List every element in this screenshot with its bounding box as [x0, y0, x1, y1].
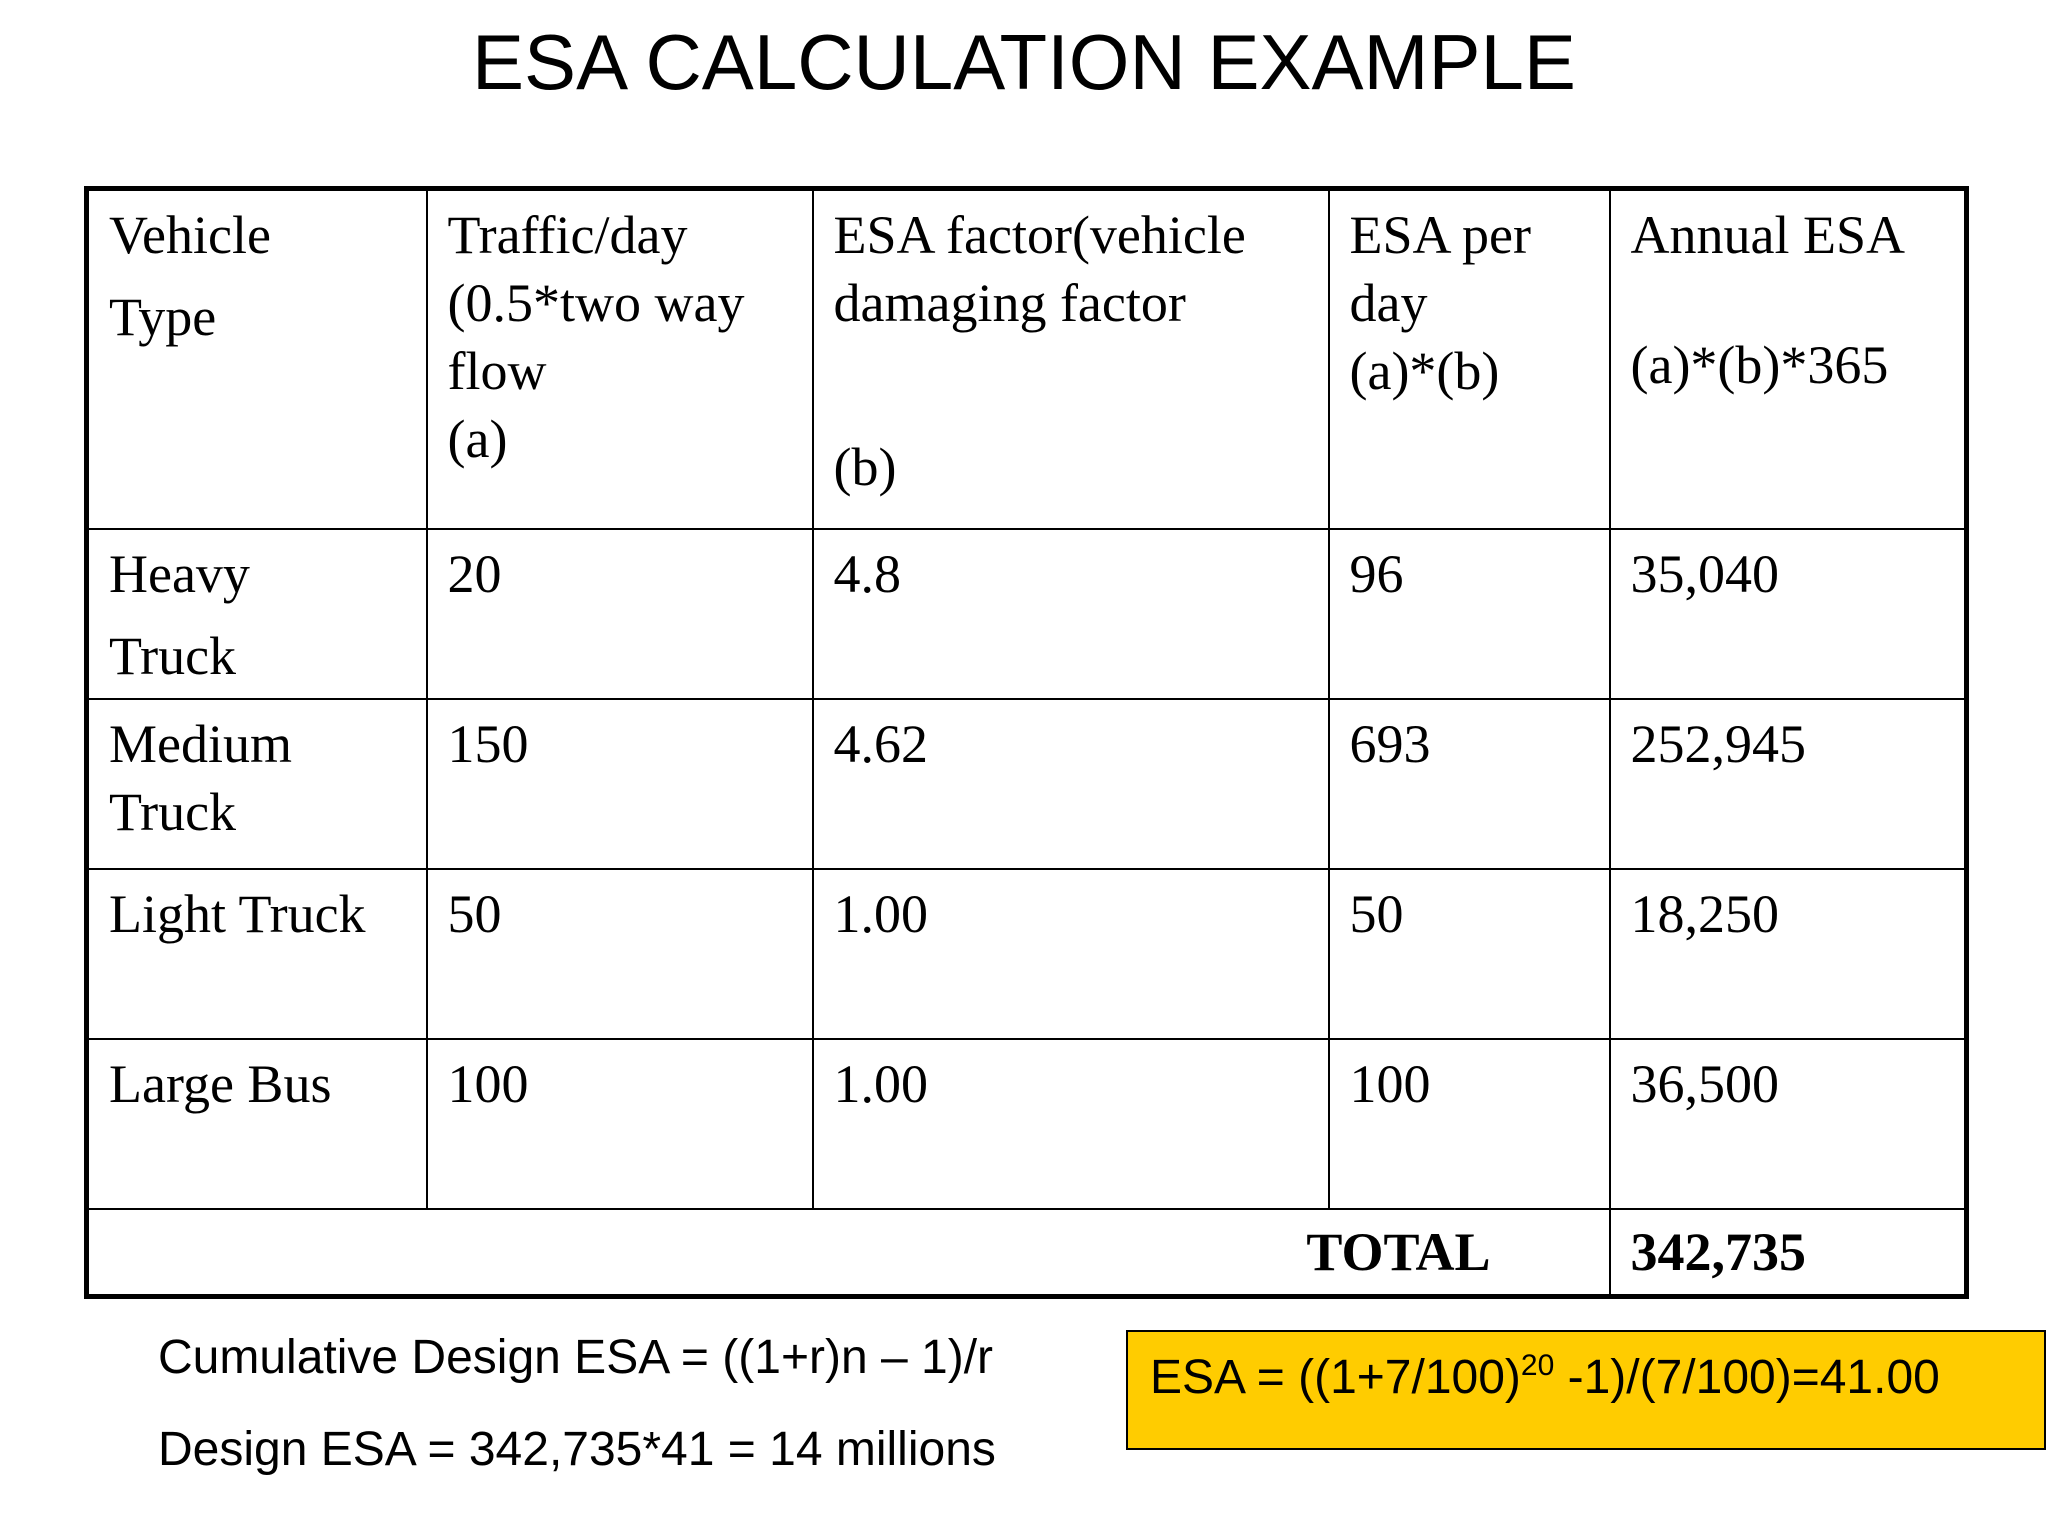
cell-traffic: 50 — [427, 869, 813, 1039]
design-esa-formula: Design ESA = 342,735*41 = 14 millions — [158, 1423, 996, 1476]
esa-calculation-table — [84, 186, 1969, 1299]
cumulative-esa-formula: Cumulative Design ESA = ((1+r)n – 1)/r — [158, 1331, 994, 1384]
esa-box-suffix: -1)/(7/100)=41.00 — [1554, 1351, 1940, 1404]
page-title: ESA CALCULATION EXAMPLE — [472, 18, 1576, 106]
cell-annual-esa: 18,250 — [1610, 869, 1967, 1039]
cell-annual-esa: 36,500 — [1610, 1039, 1967, 1209]
cell-annual-esa: 252,945 — [1610, 699, 1967, 869]
total-value: 342,735 — [1610, 1209, 1967, 1297]
cell-vehicle-type: Light Truck — [87, 869, 427, 1039]
cell-esa-factor: 1.00 — [813, 1039, 1329, 1209]
table-header-row — [87, 189, 1967, 529]
table-row-large-bus — [87, 1039, 1967, 1209]
cell-vehicle-type: Large Bus — [87, 1039, 427, 1209]
cell-esa-per-day: 50 — [1329, 869, 1610, 1039]
cell-esa-per-day: 100 — [1329, 1039, 1610, 1209]
cell-traffic: 20 — [427, 529, 813, 699]
table-row-light-truck — [87, 869, 1967, 1039]
header-esa-factor: ESA factor(vehicle damaging factor (b) — [813, 189, 1329, 529]
cell-esa-per-day: 96 — [1329, 529, 1610, 699]
header-annual-esa: Annual ESA (a)*(b)*365 — [1610, 189, 1967, 529]
cell-traffic: 150 — [427, 699, 813, 869]
cell-vehicle-type: Heavy Truck — [87, 529, 427, 699]
table-row-medium-truck — [87, 699, 1967, 869]
cell-esa-factor: 4.62 — [813, 699, 1329, 869]
header-esa-per-day: ESA per day (a)*(b) — [1329, 189, 1610, 529]
esa-box-prefix: ESA = ((1+7/100) — [1150, 1351, 1521, 1404]
cell-vehicle-type: Medium Truck — [87, 699, 427, 869]
cell-esa-factor: 4.8 — [813, 529, 1329, 699]
header-traffic-per-day: Traffic/day (0.5*two way flow (a) — [427, 189, 813, 529]
esa-box-exponent: 20 — [1520, 1349, 1555, 1382]
table-total-row — [87, 1209, 1967, 1297]
cell-esa-factor: 1.00 — [813, 869, 1329, 1039]
cell-traffic: 100 — [427, 1039, 813, 1209]
esa-result-box — [1126, 1330, 2046, 1450]
header-vehicle-type: Vehicle Type — [87, 189, 427, 529]
table-row-heavy-truck — [87, 529, 1967, 699]
cell-esa-per-day: 693 — [1329, 699, 1610, 869]
total-label: TOTAL — [87, 1209, 1610, 1297]
cell-annual-esa: 35,040 — [1610, 529, 1967, 699]
